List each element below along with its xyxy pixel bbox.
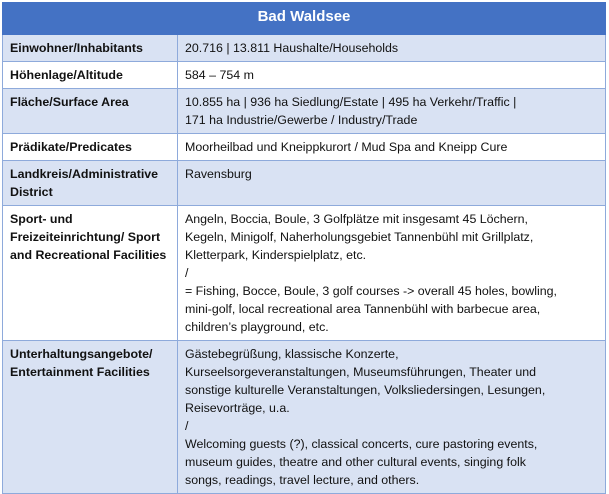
row-value-line: Welcoming guests (?), classical concerts, cure pastoring events, xyxy=(185,437,538,451)
row-value xyxy=(178,341,606,494)
row-value-line: = Fishing, Bocce, Boule, 3 golf courses -> overall 45 holes, bowling, xyxy=(185,284,557,298)
row-value-line: Moorheilbad und Kneippkurort / Mud Spa and Kneipp Cure xyxy=(185,140,508,154)
row-label-line: and Recreational Facilities xyxy=(10,248,167,262)
table-body xyxy=(3,35,606,494)
row-label-line: Höhenlage/Altitude xyxy=(10,68,123,82)
row-value xyxy=(178,62,606,89)
row-label-line: Fläche/Surface Area xyxy=(10,95,129,109)
row-value-line: 20.716 | 13.811 Haushalte/Households xyxy=(185,41,399,55)
row-value-line: Kegeln, Minigolf, Naherholungsgebiet Tannenbühl mit Grillplatz, xyxy=(185,230,534,244)
row-value-line: Ravensburg xyxy=(185,167,252,181)
row-value-line: children’s playground, etc. xyxy=(185,320,329,334)
row-value-line: 10.855 ha | 936 ha Siedlung/Estate | 495 ha Verkehr/Traffic | xyxy=(185,95,517,109)
row-value-line: Kurseelsorgeveranstaltungen, Museumsführungen, Theater und xyxy=(185,365,537,379)
row-value xyxy=(178,35,606,62)
row-label xyxy=(3,341,178,494)
row-value xyxy=(178,89,606,134)
row-value-line: 171 ha Industrie/Gewerbe / Industry/Trade xyxy=(185,113,418,127)
info-table xyxy=(2,2,606,494)
table-row xyxy=(3,206,606,341)
row-value-line: Kletterpark, Kinderspielplatz, etc. xyxy=(185,248,367,262)
row-label xyxy=(3,35,178,62)
row-value-line: mini-golf, local recreational area Tannenbühl with barbecue area, xyxy=(185,302,541,316)
table-row xyxy=(3,341,606,494)
row-label xyxy=(3,89,178,134)
table-title: Bad Waldsee xyxy=(3,3,606,35)
table-row xyxy=(3,62,606,89)
row-value-line: Gästebegrüßung, klassische Konzerte, xyxy=(185,347,399,361)
table-row xyxy=(3,134,606,161)
table-header-row xyxy=(3,3,606,35)
row-label xyxy=(3,134,178,161)
row-label-line: Einwohner/Inhabitants xyxy=(10,41,143,55)
row-value-line: sonstige kulturelle Veranstaltungen, Volksliedersingen, Lesungen, xyxy=(185,383,546,397)
row-label xyxy=(3,161,178,206)
row-value-line: / xyxy=(185,266,189,280)
row-label-line: Landkreis/Administrative xyxy=(10,167,159,181)
row-value xyxy=(178,206,606,341)
row-label xyxy=(3,62,178,89)
row-label-line: District xyxy=(10,185,53,199)
row-value-line: museum guides, theatre and other cultural events, singing folk xyxy=(185,455,526,469)
row-label-line: Unterhaltungsangebote/ xyxy=(10,347,153,361)
row-label-line: Sport- und xyxy=(10,212,73,226)
row-label-line: Prädikate/Predicates xyxy=(10,140,132,154)
row-value-line: songs, readings, travel lecture, and others. xyxy=(185,473,420,487)
row-value-line: / xyxy=(185,419,189,433)
row-value-line: Angeln, Boccia, Boule, 3 Golfplätze mit insgesamt 45 Löchern, xyxy=(185,212,528,226)
row-label-line: Freizeiteinrichtung/ Sport xyxy=(10,230,161,244)
table-row xyxy=(3,161,606,206)
row-value xyxy=(178,134,606,161)
row-label-line: Entertainment Facilities xyxy=(10,365,150,379)
row-value xyxy=(178,161,606,206)
row-value-line: Reisevorträge, u.a. xyxy=(185,401,290,415)
table-row xyxy=(3,35,606,62)
row-label xyxy=(3,206,178,341)
table-row xyxy=(3,89,606,134)
row-value-line: 584 – 754 m xyxy=(185,68,254,82)
